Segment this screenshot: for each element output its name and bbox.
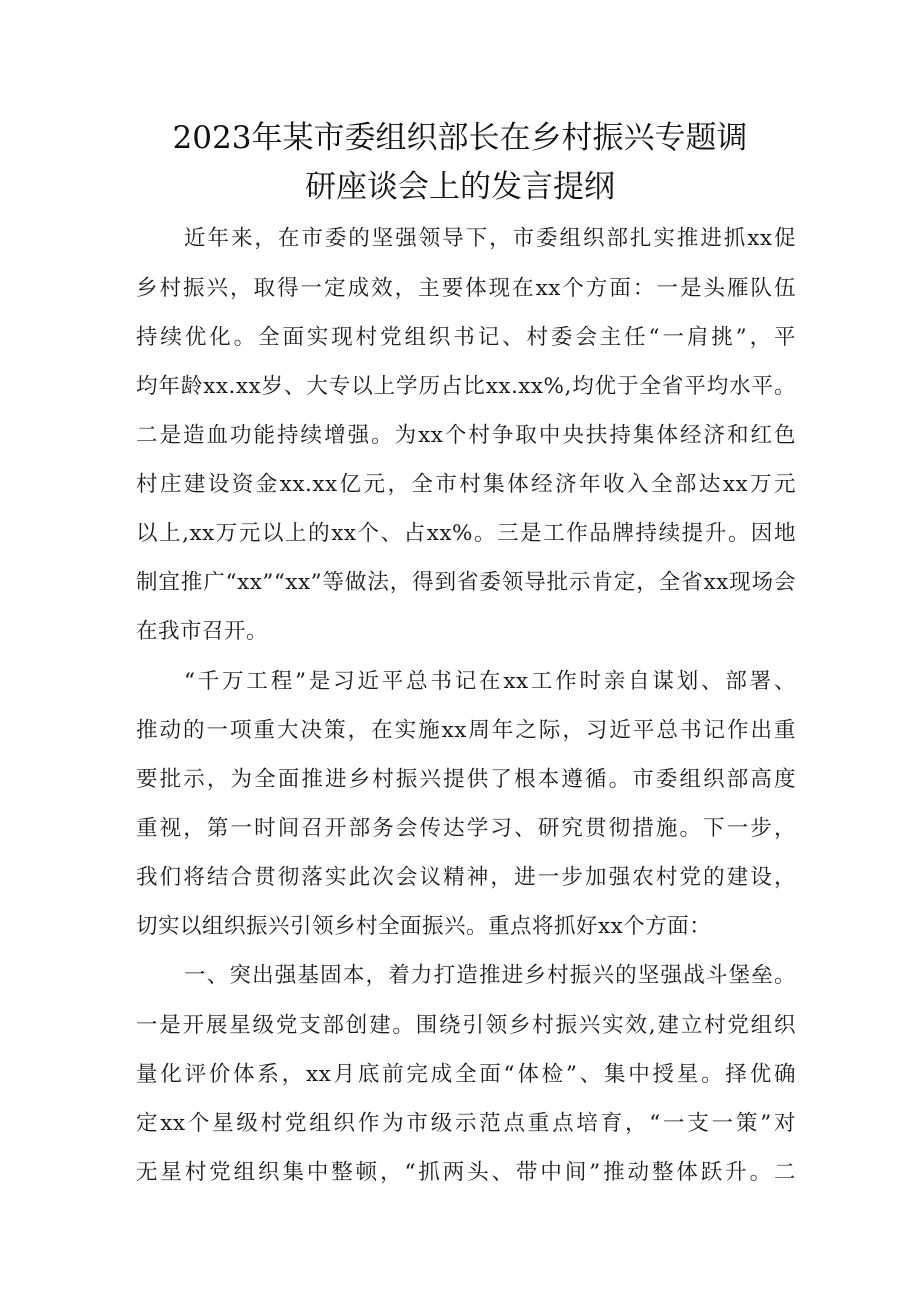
text-line: 均年龄xx.xx岁、大专以上学历占比xx.xx%,均优于全省平均水平。 <box>136 374 796 399</box>
text-line: 乡村振兴，取得一定成效，主要体现在xx个方面：一是头雁队伍 <box>136 276 796 301</box>
text-line: 一是开展星级党支部创建。围绕引领乡村振兴实效,建立村党组织 <box>136 1013 796 1038</box>
document-title-line-2: 研座谈会上的发言提纲 <box>305 169 615 205</box>
text-line: 量化评价体系，xx月底前完成全面“体检”、集中授星。择优确 <box>136 1062 796 1087</box>
text-line: 定xx个星级村党组织作为市级示范点重点培育，“一支一策”对 <box>136 1111 796 1136</box>
text-line: 重视，第一时间召开部务会传达学习、研究贯彻措施。下一步， <box>136 816 796 841</box>
text-line: 以上,xx万元以上的xx个、占xx%。三是工作品牌持续提升。因地 <box>136 521 796 546</box>
text-line: 无星村党组织集中整顿，“抓两头、带中间”推动整体跃升。二 <box>136 1160 796 1185</box>
text-line: 制宜推广“xx”“xx”等做法，得到省委领导批示肯定，全省xx现场会 <box>136 570 796 595</box>
text-line: 切实以组织振兴引领乡村全面振兴。重点将抓好xx个方面： <box>136 914 712 939</box>
document-title-line-1: 2023年某市委组织部长在乡村振兴专题调 <box>172 120 748 156</box>
text-line: 要批示，为全面推进乡村振兴提供了根本遵循。市委组织部高度 <box>136 767 796 792</box>
text-line: 持续优化。全面实现村党组织书记、村委会主任“一肩挑”，平 <box>136 325 796 350</box>
text-line: 近年来，在市委的坚强领导下，市委组织部扎实推进抓xx促 <box>184 226 796 251</box>
text-line: 村庄建设资金xx.xx亿元，全市村集体经济年收入全部达xx万元 <box>136 472 796 497</box>
section-heading: 一、突出强基固本，着力打造推进乡村振兴的坚强战斗堡垒。 <box>184 963 796 988</box>
text-line: 二是造血功能持续增强。为xx个村争取中央扶持集体经济和红色 <box>136 423 796 448</box>
text-line: 推动的一项重大决策，在实施xx周年之际，习近平总书记作出重 <box>136 718 796 743</box>
text-line: 在我市召开。 <box>136 619 269 644</box>
text-line: “千万工程”是习近平总书记在xx工作时亲自谋划、部署、 <box>184 669 796 694</box>
text-line: 我们将结合贯彻落实此次会议精神，进一步加强农村党的建设， <box>136 865 796 890</box>
